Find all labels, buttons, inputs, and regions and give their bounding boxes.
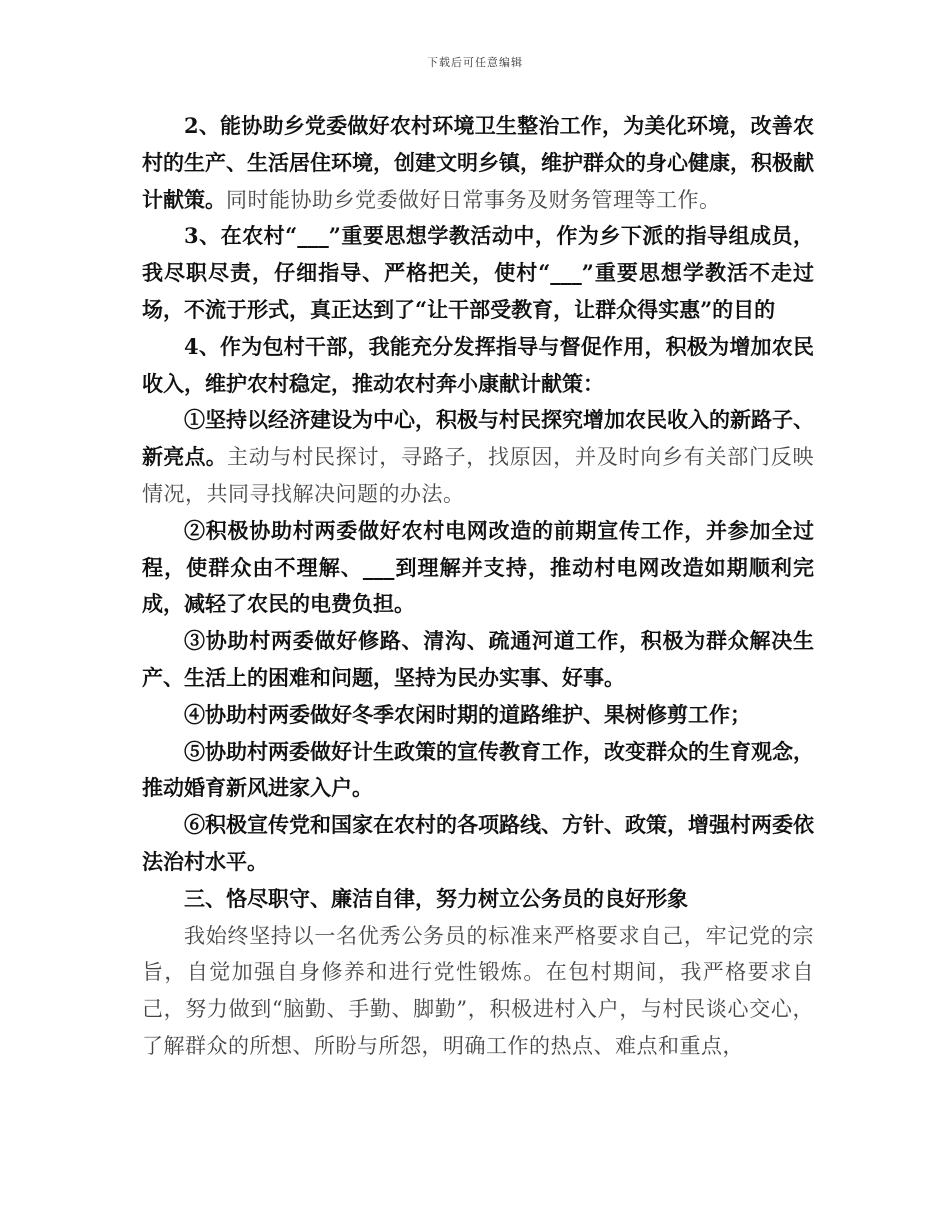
paragraph-bold-text: ⑤协助村两委做好计生政策的宣传教育工作，改变群众的生育观念，推动婚育新风进家入户。 — [142, 738, 814, 801]
paragraph-bold-text: ③协助村两委做好修路、清沟、疏通河道工作，积极为群众解决生产、生活上的困难和问题，坚持为民办实事、好事。 — [142, 628, 814, 690]
paragraph-normal-text: 主动与村民探讨，寻路子，找原因，并及时向乡有关部门反映情况，共同寻找解决问题的办法。 — [142, 445, 814, 506]
paragraph-normal-text: 我始终坚持以一名优秀公务员的标准来严格要求自己，牢记党的宗旨，自觉加强自身修养和进行党性锻炼。在包村期间，我严格要求自己，努力做到“脑勤、手勤、脚勤”，积极进村入户，与村民谈心交心，了解群众的所想、所盼与所怨，明确工作的热点、难点和重点， — [142, 923, 814, 1058]
paragraph-sub-5 — [142, 734, 814, 808]
paragraph-bold-text: ④协助村两委做好冬季农闲时期的道路维护、果树修剪工作； — [184, 701, 751, 727]
paragraph-bold-text: ②积极协助村两委做好农村电网改造的前期宣传工作，并参加全过程，使群众由不理解、___到理解并支持，推动村电网改造如期顺利完成，减轻了农民的电费负担。 — [142, 517, 814, 617]
paragraph-bold-text: 4、作为包村干部，我能充分发挥指导与督促作用，积极为增加农民收入，维护农村稳定，推动农村奔小康献计献策： — [142, 333, 814, 396]
document-body — [142, 108, 814, 1065]
paragraph-bold-text: 2、能协助乡党委做好农村环境卫生整治工作，为美化环境，改善农村的生产、生活居住环境，创建文明乡镇，维护群众的身心健康，积极献计献策。 — [142, 113, 814, 212]
paragraph-bold-text: 三、恪尽职守、廉洁自律，努力树立公务员的良好形象 — [184, 885, 688, 911]
paragraph-normal-text: 同时能协助乡党委做好日常事务及财务管理等工作。 — [226, 187, 721, 212]
paragraph-item-4 — [142, 329, 814, 403]
page-header: 下载后可任意编辑 — [427, 56, 523, 69]
paragraph-sub-6 — [142, 807, 814, 881]
paragraph-item-3 — [142, 218, 814, 328]
paragraph-item-2 — [142, 108, 814, 218]
paragraph-bold-text: ⑥积极宣传党和国家在农村的各项路线、方针、政策，增强村两委依法治村水平。 — [142, 812, 814, 874]
paragraph-bold-text: ①坚持以经济建设为中心，积极与村民探究增加农民收入的新路子、新亮点。 — [142, 407, 814, 470]
paragraph-sub-1 — [142, 402, 814, 512]
paragraph-sub-2 — [142, 513, 814, 623]
paragraph-bold-text: 3、在农村“___”重要思想学教活动中，作为乡下派的指导组成员，我尽职尽责，仔细指导、严格把关，使村“___”重要思想学教活不走过场，不流于形式，真正达到了“让干部受教育，让群众得实惠”的目的 — [142, 223, 814, 322]
section-heading-3 — [142, 881, 814, 918]
paragraph-sub-4 — [142, 697, 814, 734]
paragraph-section-3-body — [142, 918, 814, 1065]
paragraph-sub-3 — [142, 623, 814, 697]
